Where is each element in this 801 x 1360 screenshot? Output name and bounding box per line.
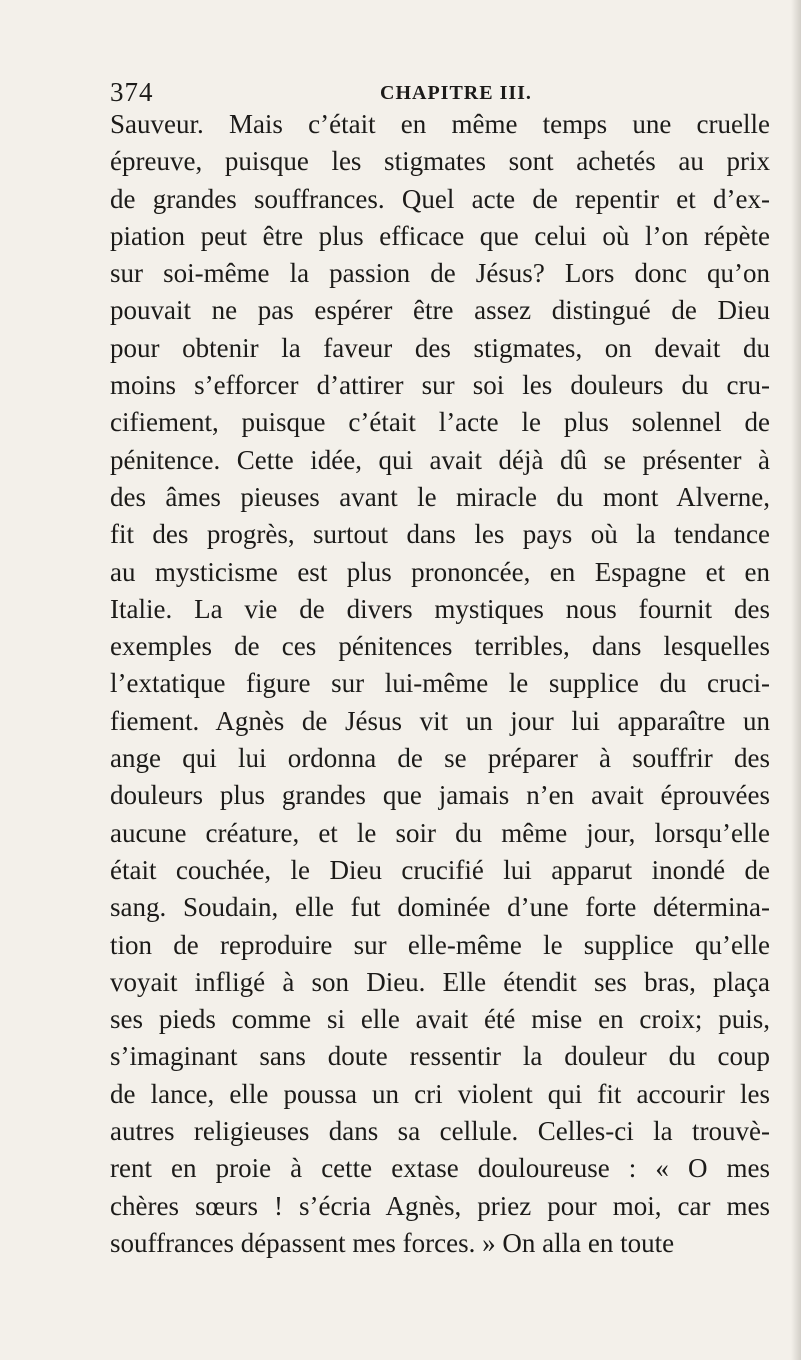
text-line: ses pieds comme si elle avait été mise en croix; puis, xyxy=(110,1004,770,1035)
text-line: ange qui lui ordonna de se préparer à souffrir des xyxy=(110,743,770,774)
text-line: pour obtenir la faveur des stigmates, on devait du xyxy=(110,332,770,363)
text-line: pénitence. Cette idée, qui avait déjà dû se présenter à xyxy=(110,444,770,475)
text-line: tion de reproduire sur elle-même le supplice qu’elle xyxy=(110,929,770,960)
text-line: moins s’efforcer d’attirer sur soi les douleurs du cru- xyxy=(110,370,770,401)
text-line: pouvait ne pas espérer être assez distingué de Dieu xyxy=(110,295,770,326)
text-line: s’imaginant sans doute ressentir la douleur du coup xyxy=(110,1041,770,1072)
text-line: épreuve, puisque les stigmates sont achetés au prix xyxy=(110,146,770,177)
text-line: était couchée, le Dieu crucifié lui apparut inondé de xyxy=(110,854,770,885)
text-line: au mysticisme est plus prononcée, en Espagne et en xyxy=(110,556,770,587)
text-line: Italie. La vie de divers mystiques nous fournit des xyxy=(110,593,770,624)
page-number: 374 xyxy=(110,77,154,107)
page-edge-shadow xyxy=(791,0,801,1360)
text-line: fit des progrès, surtout dans les pays où la tendance xyxy=(110,519,770,550)
text-line: aucune créature, et le soir du même jour, lorsqu’elle xyxy=(110,817,770,848)
text-line: rent en proie à cette extase douloureuse : « O mes xyxy=(110,1153,770,1184)
text-line: cifiement, puisque c’était l’acte le plus solennel de xyxy=(110,407,770,438)
text-line: chères sœurs ! s’écria Agnès, priez pour moi, car mes xyxy=(110,1190,770,1221)
text-line: sur soi-même la passion de Jésus? Lors donc qu’on xyxy=(110,258,770,289)
body-text xyxy=(110,106,770,1262)
text-line: exemples de ces pénitences terribles, dans lesquelles xyxy=(110,631,770,662)
chapter-heading: CHAPITRE III. xyxy=(380,82,532,104)
text-line: autres religieuses dans sa cellule. Celles-ci la trouvè- xyxy=(110,1116,770,1147)
text-line: fiement. Agnès de Jésus vit un jour lui apparaître un xyxy=(110,705,770,736)
text-line: douleurs plus grandes que jamais n’en avait éprouvées xyxy=(110,780,770,811)
text-line: de lance, elle poussa un cri violent qui fit accourir les xyxy=(110,1078,770,1109)
text-line: sang. Soudain, elle fut dominée d’une forte détermina- xyxy=(110,892,770,923)
text-line: piation peut être plus efficace que celui où l’on répète xyxy=(110,220,770,251)
text-line: souffrances dépassent mes forces. » On alla en toute xyxy=(110,1227,675,1258)
text-line: voyait infligé à son Dieu. Elle étendit ses bras, plaça xyxy=(110,966,770,997)
text-line: l’extatique figure sur lui-même le supplice du cruci- xyxy=(110,668,770,699)
text-line: Sauveur. Mais c’était en même temps une cruelle xyxy=(110,109,770,139)
text-line: de grandes souffrances. Quel acte de repentir et d’ex- xyxy=(110,183,770,214)
text-line: des âmes pieuses avant le miracle du mont Alverne, xyxy=(110,481,770,512)
